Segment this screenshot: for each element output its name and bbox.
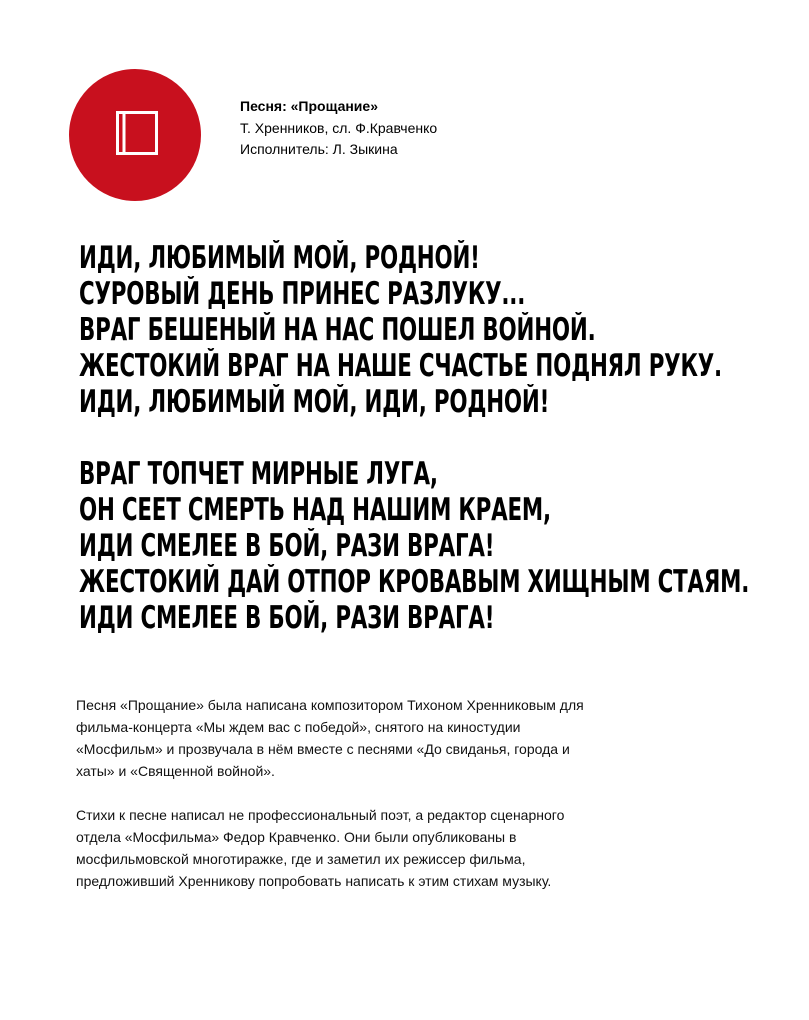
song-authors: Т. Хренников, сл. Ф.Кравченко xyxy=(240,119,438,136)
lyrics xyxy=(79,240,799,672)
lyric-line: ЖЕСТОКИЙ ВРАГ НА НАШЕ СЧАСТЬЕ ПОДНЯЛ РУКУ. xyxy=(79,348,722,384)
lyric-line: ВРАГ БЕШЕНЫЙ НА НАС ПОШЕЛ ВОЙНОЙ. xyxy=(79,312,596,348)
play-button[interactable] xyxy=(69,69,201,201)
lyric-line: ИДИ СМЕЛЕЕ В БОЙ, РАЗИ ВРАГА! xyxy=(79,528,495,564)
description-paragraph: Стихи к песне написал не профессиональный поэт, а редактор сценарного отдела «Мосфильма» Федор Кравченко. Они были опубликованы в мосфильмовской многотиражке, где и заметил их режиссер фильма, предложивший Хренникову попробовать написать к этим стихам музыку. xyxy=(76,807,565,889)
song-title: Песня: «Прощание» xyxy=(240,98,378,114)
play-icon xyxy=(116,111,158,155)
description-paragraph: Песня «Прощание» была написана композитором Тихоном Хренниковым для фильма-концерта «Мы ждем вас с победой», снятого на киностудии «Мосфильм» и прозвучала в нём вместе с песнями «До свиданья, города и хаты» и «Священной войной». xyxy=(76,697,584,779)
song-info xyxy=(240,96,437,161)
lyric-line: СУРОВЫЙ ДЕНЬ ПРИНЕС РАЗЛУКУ... xyxy=(79,276,526,312)
lyric-line: ИДИ, ЛЮБИМЫЙ МОЙ, РОДНОЙ! xyxy=(79,240,480,276)
verse-2 xyxy=(79,456,799,636)
lyric-line: ВРАГ ТОПЧЕТ МИРНЫЕ ЛУГА, xyxy=(79,456,438,492)
lyric-line: ИДИ СМЕЛЕЕ В БОЙ, РАЗИ ВРАГА! xyxy=(79,600,495,636)
lyric-line: ЖЕСТОКИЙ ДАЙ ОТПОР КРОВАВЫМ ХИЩНЫМ СТАЯМ. xyxy=(79,564,750,600)
song-description xyxy=(76,694,596,914)
lyric-line: ИДИ, ЛЮБИМЫЙ МОЙ, ИДИ, РОДНОЙ! xyxy=(79,384,550,420)
lyric-line: ОН СЕЕТ СМЕРТЬ НАД НАШИМ КРАЕМ, xyxy=(79,492,551,528)
song-performer: Исполнитель: Л. Зыкина xyxy=(240,141,398,157)
verse-1 xyxy=(79,240,799,420)
